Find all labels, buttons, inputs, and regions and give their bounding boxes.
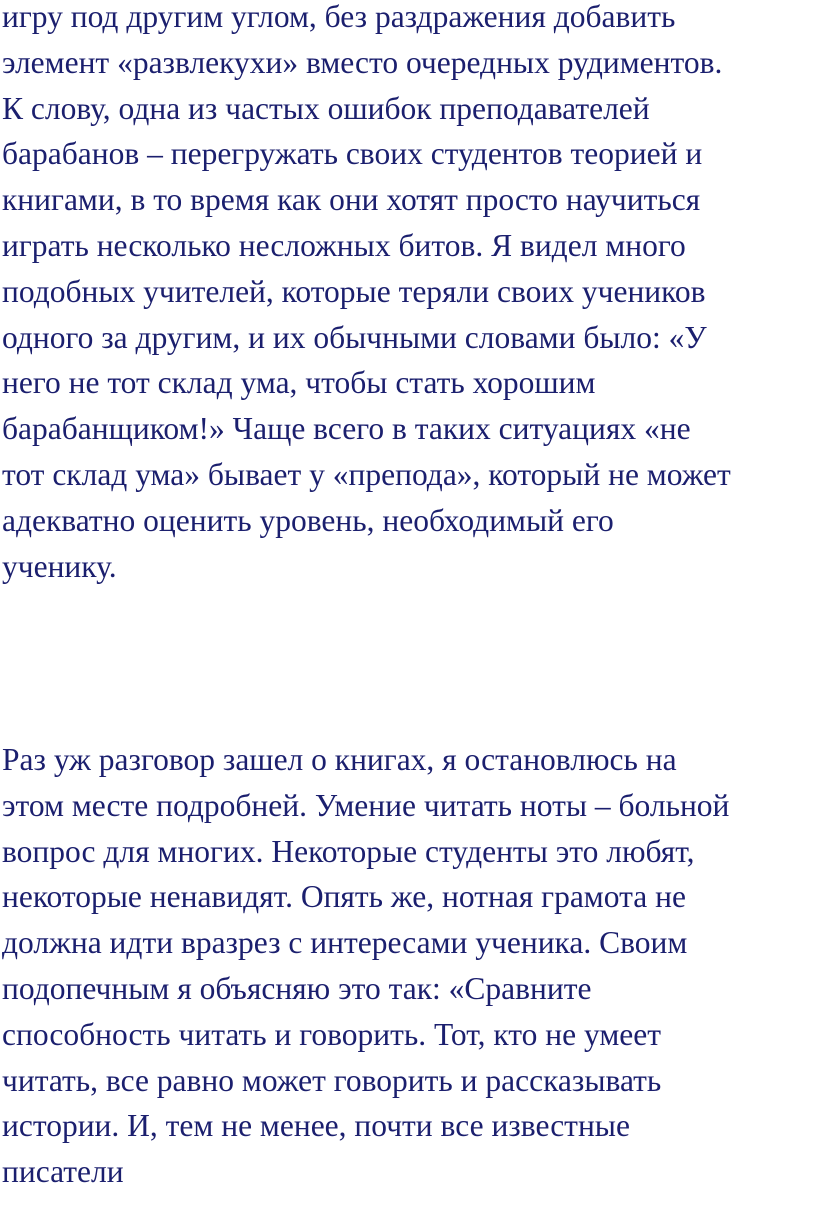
paragraph-line: играть несколько несложных битов. Я видел много (2, 227, 686, 263)
paragraph-line: барабанов – перегружать своих студентов теорией и (2, 136, 703, 172)
paragraph-line: читать, все равно может говорить и рассказывать (2, 1062, 662, 1098)
paragraph-line: подопечным я объясняю это так: «Сравните (2, 970, 592, 1006)
paragraph-2 (2, 737, 729, 1195)
paragraph-1 (2, 0, 731, 589)
paragraph-line: книгами, в то время как они хотят просто научиться (2, 182, 701, 218)
paragraph-line: подобных учителей, которые теряли своих учеников (2, 273, 706, 309)
paragraph-line: должна идти вразрез с интересами ученика. Своим (2, 925, 688, 961)
paragraph-line: истории. И, тем не менее, почти все известные (2, 1108, 630, 1144)
paragraph-line: К слову, одна из частых ошибок преподавателей (2, 90, 650, 126)
paragraph-line: способность читать и говорить. Тот, кто не умеет (2, 1016, 661, 1052)
paragraph-line: вопрос для многих. Некоторые студенты это любят, (2, 833, 695, 869)
paragraph-line: него не тот склад ума, чтобы стать хорошим (2, 365, 596, 401)
paragraph-line: ученику. (2, 548, 117, 584)
paragraph-line: Раз уж разговор зашел о книгах, я остановлюсь на (2, 742, 677, 777)
paragraph-line: тот склад ума» бывает у «препода», который не может (2, 456, 731, 492)
paragraph-line: некоторые ненавидят. Опять же, нотная грамота не (2, 879, 686, 915)
paragraph-line: элемент «развлекухи» вместо очередных рудиментов. (2, 44, 723, 80)
paragraph-line: одного за другим, и их обычными словами было: «У (2, 319, 707, 355)
paragraph-line: этом месте подробней. Умение читать ноты – больной (2, 787, 730, 823)
paragraph-line: барабанщиком!» Чаще всего в таких ситуациях «не (2, 411, 691, 447)
paragraph-line: писатели (2, 1154, 124, 1190)
paragraph-line: адекватно оценить уровень, необходимый его (2, 502, 614, 538)
paragraph-line: игру под другим углом, без раздражения добавить (2, 0, 676, 34)
